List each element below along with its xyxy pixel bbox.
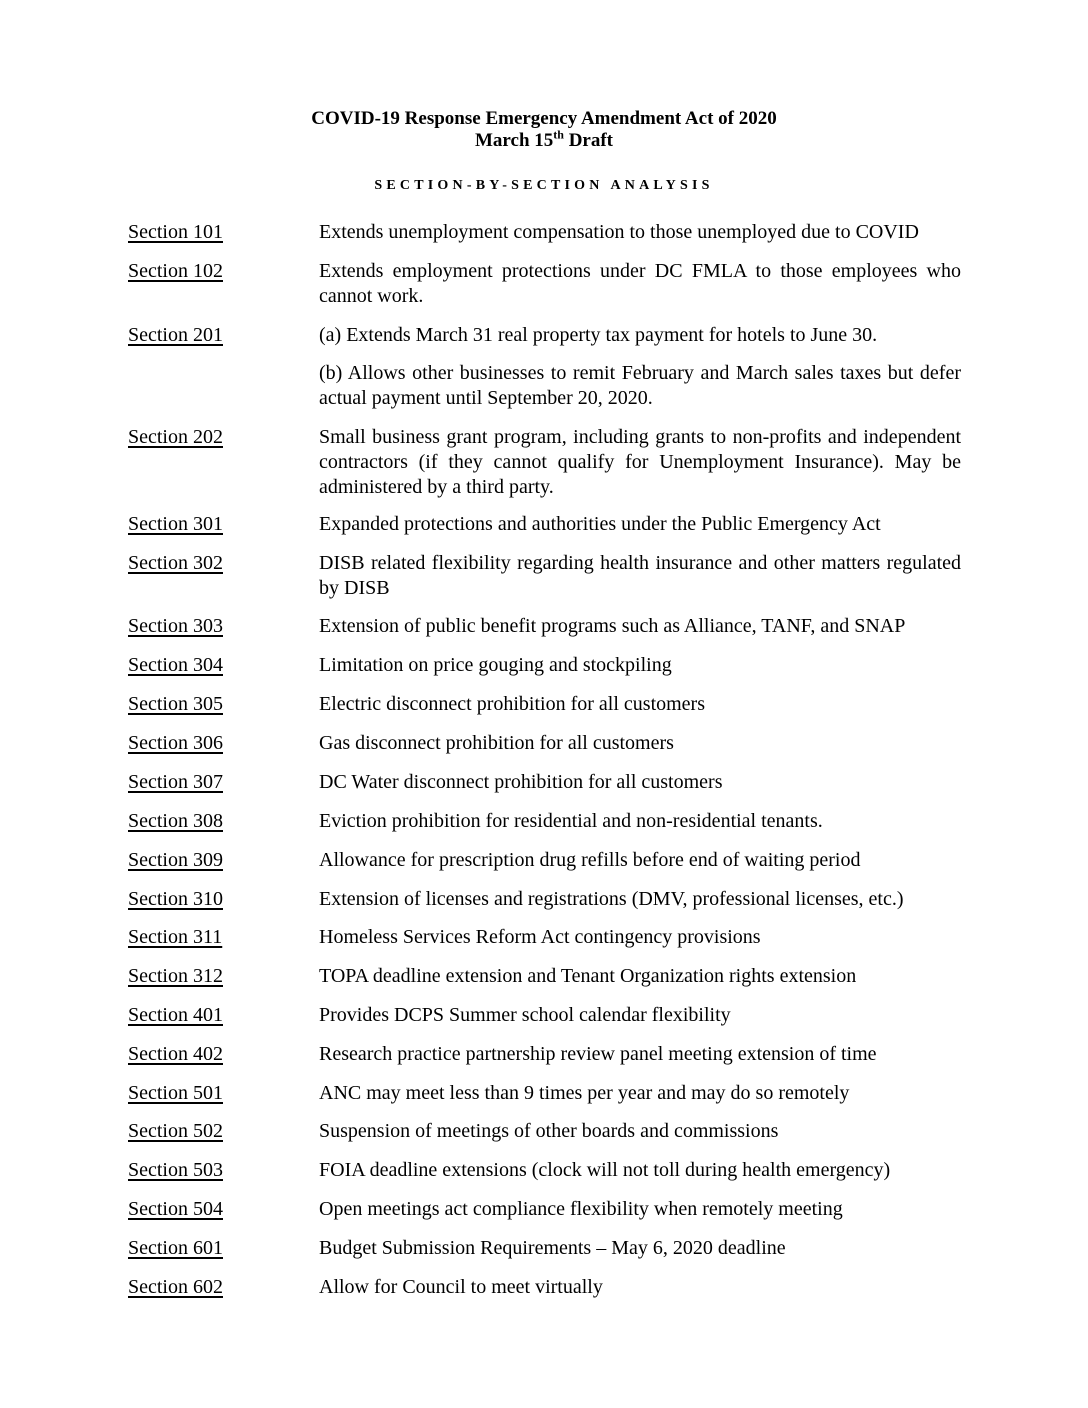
section-row	[128, 259, 961, 323]
section-link[interactable]: Section 502	[128, 1120, 223, 1142]
section-description: Gas disconnect prohibition for all customers	[319, 732, 674, 754]
section-link[interactable]: Section 304	[128, 654, 223, 676]
section-link[interactable]: Section 601	[128, 1237, 223, 1259]
section-row	[128, 925, 961, 964]
section-link[interactable]: Section 202	[128, 426, 223, 448]
section-description: Expanded protections and authorities under the Public Emergency Act	[319, 513, 881, 535]
subtitle-ordinal-suffix: th	[553, 127, 564, 142]
section-description: Research practice partnership review panel meeting extension of time	[319, 1043, 877, 1065]
section-row	[128, 1042, 961, 1081]
section-description: (a) Extends March 31 real property tax payment for hotels to June 30.	[319, 324, 878, 346]
section-row	[128, 770, 961, 809]
section-description: Allow for Council to meet virtually	[319, 1276, 603, 1298]
section-description: Extension of public benefit programs such as Alliance, TANF, and SNAP	[319, 615, 906, 637]
section-link[interactable]: Section 302	[128, 552, 223, 574]
section-link[interactable]: Section 101	[128, 221, 223, 243]
section-row	[128, 809, 961, 848]
section-link[interactable]: Section 309	[128, 849, 223, 871]
section-list	[128, 220, 961, 1314]
section-link[interactable]: Section 402	[128, 1043, 223, 1065]
section-description: DISB related flexibility regarding health insurance and other matters regulated by DISB	[319, 552, 961, 599]
section-description: (b) Allows other businesses to remit February and March sales taxes but defer actual payment until September 20, 2020.	[319, 362, 961, 409]
section-row	[128, 1158, 961, 1197]
section-row	[128, 425, 961, 512]
section-description: Provides DCPS Summer school calendar flexibility	[319, 1004, 731, 1026]
section-link[interactable]: Section 201	[128, 324, 223, 346]
document-subtitle	[0, 127, 1088, 152]
section-link[interactable]: Section 311	[128, 926, 223, 948]
section-description: Extends employment protections under DC FMLA to those employees who cannot work.	[319, 260, 961, 307]
section-description: Open meetings act compliance flexibility when remotely meeting	[319, 1198, 843, 1220]
section-description: Homeless Services Reform Act contingency provisions	[319, 926, 761, 948]
section-row	[128, 220, 961, 259]
section-link[interactable]: Section 307	[128, 771, 223, 793]
section-description: TOPA deadline extension and Tenant Organization rights extension	[319, 965, 857, 987]
section-link[interactable]: Section 306	[128, 732, 223, 754]
section-description: Extension of licenses and registrations (DMV, professional licenses, etc.)	[319, 888, 904, 910]
subtitle-date: March 15	[474, 130, 554, 151]
section-link[interactable]: Section 310	[128, 888, 223, 910]
section-description: Eviction prohibition for residential and non-residential tenants.	[319, 810, 823, 832]
section-link[interactable]: Section 102	[128, 260, 223, 282]
section-description: Small business grant program, including grants to non-profits and independent contractors (if they cannot qualify for Unemployment Insurance). May be administered by a third party.	[319, 426, 961, 498]
section-row	[128, 1236, 961, 1275]
section-link[interactable]: Section 501	[128, 1082, 223, 1104]
section-description: Electric disconnect prohibition for all customers	[319, 693, 705, 715]
section-row	[128, 1275, 961, 1314]
document-title: COVID-19 Response Emergency Amendment Act of 2020	[311, 108, 777, 129]
section-link[interactable]: Section 305	[128, 693, 223, 715]
section-link[interactable]: Section 504	[128, 1198, 223, 1220]
section-row	[128, 1119, 961, 1158]
section-row	[128, 1197, 961, 1236]
section-link[interactable]: Section 303	[128, 615, 223, 637]
section-description: Budget Submission Requirements – May 6, 2020 deadline	[319, 1237, 786, 1259]
section-description: Suspension of meetings of other boards and commissions	[319, 1120, 779, 1142]
section-link[interactable]: Section 308	[128, 810, 223, 832]
section-row	[128, 323, 961, 361]
section-row	[128, 361, 961, 425]
section-row	[128, 887, 961, 925]
section-description: FOIA deadline extensions (clock will not toll during health emergency)	[319, 1159, 891, 1181]
section-description: DC Water disconnect prohibition for all customers	[319, 771, 723, 793]
section-description: Allowance for prescription drug refills before end of waiting period	[319, 849, 861, 871]
section-link[interactable]: Section 301	[128, 513, 223, 535]
section-row	[128, 692, 961, 731]
section-heading: SECTION-BY-SECTION ANALYSIS	[374, 178, 714, 193]
section-row	[128, 512, 961, 551]
section-description: Extends unemployment compensation to those unemployed due to COVID	[319, 221, 919, 243]
section-description: Limitation on price gouging and stockpiling	[319, 654, 672, 676]
section-row	[128, 551, 961, 614]
section-row	[128, 653, 961, 692]
section-row	[128, 964, 961, 1003]
section-row	[128, 1003, 961, 1042]
section-row	[128, 731, 961, 770]
section-link[interactable]: Section 503	[128, 1159, 223, 1181]
section-row	[128, 614, 961, 653]
section-row	[128, 848, 961, 887]
section-link[interactable]: Section 602	[128, 1276, 223, 1298]
section-description: ANC may meet less than 9 times per year and may do so remotely	[319, 1082, 850, 1104]
section-link[interactable]: Section 401	[128, 1004, 223, 1026]
section-link[interactable]: Section 312	[128, 965, 223, 987]
section-row	[128, 1081, 961, 1119]
subtitle-draft: Draft	[563, 130, 613, 151]
